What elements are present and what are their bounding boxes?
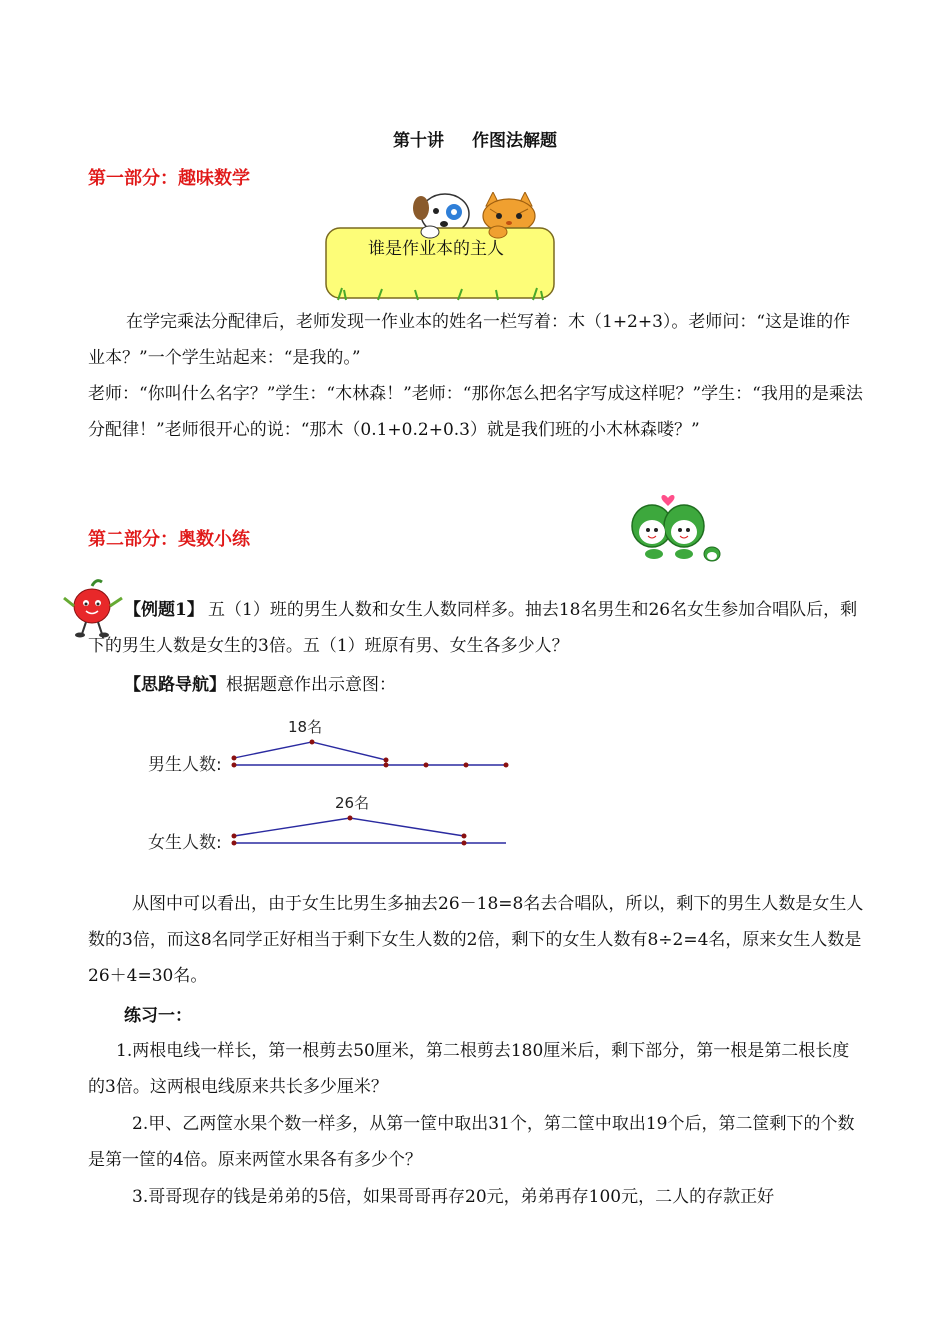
story-paragraph-2: 老师：“你叫什么名字？”学生：“木林森！”老师：“那你怎么把名字写成这样呢？”学生：“我用的是乘法分配律！”老师很开心的说：“那木（0.1+0.2+0.3）就是我们班的小木林森喽？” bbox=[88, 384, 863, 440]
girls-brace bbox=[234, 818, 464, 836]
boys-point bbox=[504, 763, 509, 768]
boys-point bbox=[384, 763, 389, 768]
girls-removed-label: 26名 bbox=[335, 794, 370, 812]
boys-point bbox=[384, 758, 389, 763]
page-title bbox=[0, 126, 950, 151]
girls-point bbox=[462, 834, 467, 839]
girls-point bbox=[232, 834, 237, 839]
segment-diagram bbox=[140, 708, 520, 864]
boys-removed-label: 18名 bbox=[288, 718, 323, 736]
practice-label: 练习一： bbox=[124, 1006, 192, 1026]
watermelon-mascot-icon bbox=[624, 490, 724, 566]
practice-question-1: 1.两根电线一样长，第一根剪去50厘米，第二根剪去180厘米后，剩下部分，第一根是第二根长度的3倍。这两根电线原来共长多少厘米？ bbox=[88, 1041, 850, 1097]
part2-heading: 第二部分：奥数小练 bbox=[88, 529, 250, 550]
guide-text: 根据题意作出示意图： bbox=[226, 675, 396, 695]
lecture-number: 第十讲 bbox=[393, 131, 444, 151]
boys-label: 男生人数: bbox=[148, 755, 222, 775]
guide-line bbox=[124, 667, 396, 703]
girls-label: 女生人数: bbox=[148, 833, 222, 853]
cat-icon bbox=[483, 192, 535, 233]
boys-brace bbox=[234, 742, 386, 760]
guide-label: 【思路导航】 bbox=[124, 675, 226, 695]
boys-point bbox=[232, 756, 237, 761]
example-1-text: 五（1）班的男生人数和女生人数同样多。抽去18名男生和26名女生参加合唱队后，剩下的男生人数是女生的3倍。五（1）班原有男、女生各多少人？ bbox=[88, 600, 858, 656]
lecture-topic: 作图法解题 bbox=[472, 131, 557, 151]
sign-text: 谁是作业本的主人 bbox=[368, 239, 504, 259]
girls-point bbox=[232, 841, 237, 846]
boys-point bbox=[464, 763, 469, 768]
boys-point bbox=[424, 763, 429, 768]
practice-question-3: 3.哥哥现存的钱是弟弟的5倍，如果哥哥再存20元，弟弟再存100元，二人的存款正好 bbox=[132, 1187, 775, 1207]
boys-point bbox=[310, 740, 315, 745]
girls-point bbox=[462, 841, 467, 846]
part1-heading: 第一部分：趣味数学 bbox=[88, 168, 250, 189]
practice-question-2: 2.甲、乙两筐水果个数一样多，从第一筐中取出31个，第二筐中取出19个后，第二筐剩下的个数是第一筐的4倍。原来两筐水果各有多少个？ bbox=[88, 1114, 855, 1170]
girls-point bbox=[348, 816, 353, 821]
story-paragraph-1: 在学完乘法分配律后，老师发现一作业本的姓名一栏写着：木（1+2+3）。老师问：“这是谁的作业本？”一个学生站起来：“是我的。” bbox=[88, 312, 851, 368]
solution-paragraph: 从图中可以看出，由于女生比男生多抽去26－18=8名去合唱队，所以，剩下的男生人数是女生人数的3倍，而这8名同学正好相当于剩下女生人数的2倍，剩下的女生人数有8÷2=4名，原来女生人数是26＋4=30名。 bbox=[88, 894, 864, 986]
example-label: 【例题1】 bbox=[124, 600, 204, 620]
boys-point bbox=[232, 763, 237, 768]
